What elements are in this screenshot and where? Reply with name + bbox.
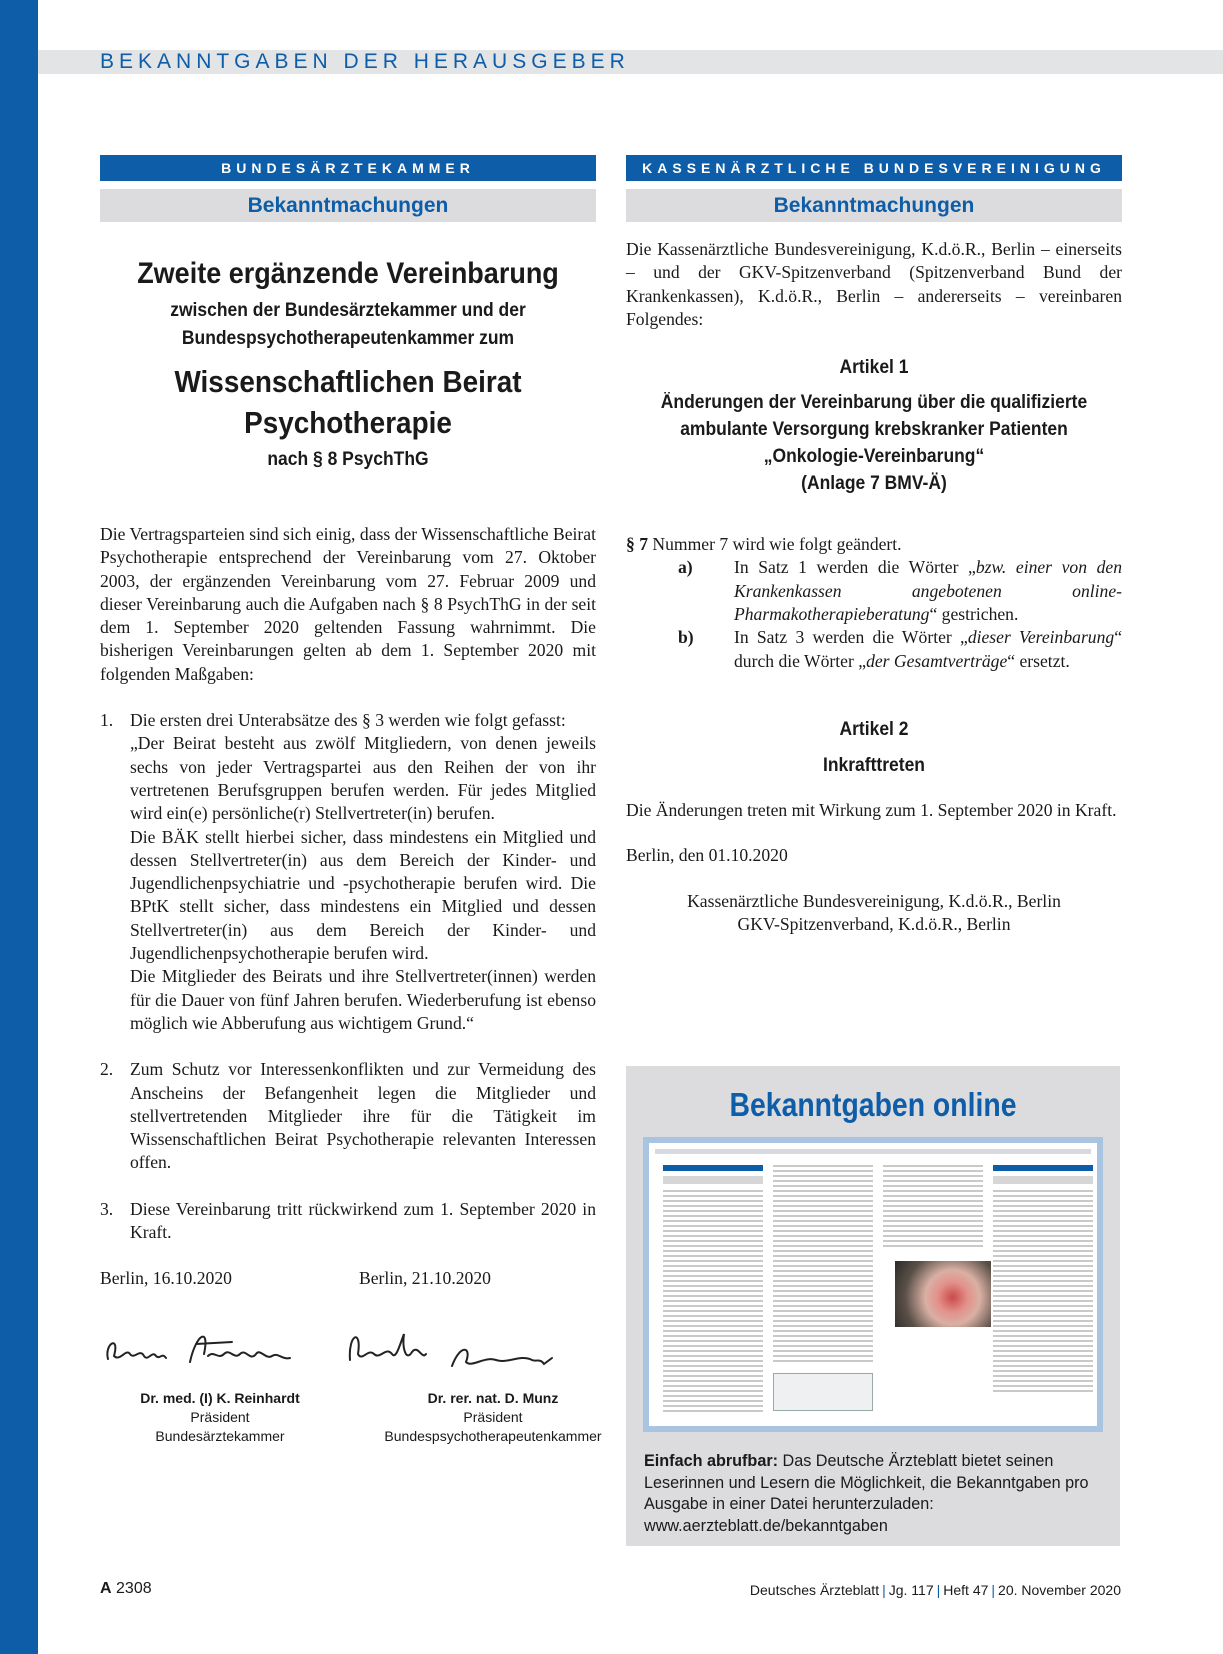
right-signatory-1: Kassenärztliche Bundesvereinigung, K.d.ö.R., Berlin [687,890,1061,911]
right-org-bar: KASSENÄRZTLICHE BUNDESVEREINIGUNG [626,155,1122,181]
sub-item-a-post: “ gestrichen. [929,604,1019,625]
signer-2-role: Präsident [463,1409,523,1426]
preview-column-4 [993,1165,1093,1408]
sub-item-a [626,556,1122,626]
list-item-number: 3. [100,1198,114,1219]
footer-separator: | [882,1582,886,1598]
signer-1-name: Dr. med. (I) K. Reinhardt [140,1390,300,1407]
footer-separator: | [936,1582,941,1598]
signature-reinhardt [107,1337,290,1362]
right-column [626,155,1122,936]
left-accent-bar [0,0,38,1654]
preview-column-2 [773,1165,873,1408]
sub-item-b-italic-1: dieser Vereinbarung [967,627,1115,648]
right-signatories [626,890,1122,937]
article-1-subtitle-line3: „Onkologie-Vereinbarung“ [763,446,985,468]
left-title-sub-line1: zwischen der Bundesärztekammer und der [170,300,526,321]
article-1-subtitle-line4: (Anlage 7 BMV-Ä) [801,473,947,495]
preview-header-band [655,1149,1091,1154]
list-item-line: Zum Schutz vor Interessenkonflikten und zur Vermeidung des Anscheins der Befangenheit legen die Mitglieder und stellvertretenden Mitglieder ihre für die Tätigkeit im Wissenschaftlichen Beirat Psychotherapie relevanten Interessen offen. [130,1059,596,1173]
section-title: BEKANNTGABEN DER HERAUSGEBER [100,50,630,73]
journal-date: 20. November 2020 [998,1582,1121,1598]
online-promo-box [626,1066,1120,1546]
list-item-line: Diese Vereinbarung tritt rückwirkend zum 1. September 2020 in Kraft. [130,1198,596,1243]
left-title-main: Zweite ergänzende Vereinbarung [137,257,559,290]
left-title-big-line1: Wissenschaftlichen Beirat [174,364,522,399]
sub-item-a-italic: bzw. einer von den Krankenkassen angebotenen online-Pharmakotherapieberatung [734,557,1123,625]
sub-item-b-text [734,626,1122,673]
online-title: Bekanntgaben online [729,1086,1017,1123]
list-item-number: 2. [100,1059,114,1080]
list-item-body [130,1198,596,1245]
list-item-number: 1. [100,710,114,731]
sub-item-b-post: “ ersetzt. [1007,650,1070,671]
left-intro-paragraph: Die Vertragsparteien sind sich einig, dass der Wissenschaftliche Beirat Psychotherapie entsprechend der Vereinbarung vom 27. Oktober 2003, der ergänzenden Vereinbarung vom 27. Februar 2009 und dieser Vereinbarung auch die Aufgaben nach § 8 PsychThG in der seit dem 1. September 2020 geltenden Fassung wahrnimmt. Die bisherigen Vereinbarungen gelten ab dem 1. September 2020 mit folgenden Maßgaben: [100,524,596,684]
left-title-nach: nach § 8 PsychThG [267,449,429,470]
right-intro-paragraph: Die Kassenärztliche Bundesvereinigung, K.d.ö.R., Berlin – einerseits – und der GKV-Spitzenverband (Spitzenverband Bund der Krankenkassen), K.d.ö.R., Berlin – andererseits – vereinbaren Folgendes: [626,239,1122,329]
footer-separator: | [991,1582,996,1598]
left-title-big-line2: Psychotherapie [244,405,452,440]
left-org-bar: BUNDESÄRZTEKAMMER [100,155,596,181]
sub-item-a-label: a) [678,557,693,578]
journal-volume: Jg. 117 [888,1582,934,1598]
signer-block [100,1389,602,1446]
right-signatory-2: GKV-Spitzenverband, K.d.ö.R., Berlin [737,913,1011,934]
effective-paragraph: Die Änderungen treten mit Wirkung zum 1. September 2020 in Kraft. [626,799,1117,820]
sub-item-b-pre: In Satz 3 werden die Wörter „ [734,627,968,648]
journal-footer [750,1582,1121,1598]
signature-date-2: Berlin, 21.10.2020 [359,1268,491,1289]
sub-item-a-text [734,556,1122,626]
page-number-value: 2308 [116,1580,152,1597]
article-1-title: Artikel 1 [839,357,909,379]
sub-item-a-pre: In Satz 1 werden die Wörter „ [734,557,976,578]
signer-2-org: Bundespsychotherapeutenkammer [384,1428,602,1445]
list-item [100,709,596,1035]
article-2-subtitle: Inkrafttreten [822,754,925,776]
signature-scribbles [100,1304,596,1389]
right-date: Berlin, den 01.10.2020 [626,845,788,866]
signer-1-role: Präsident [190,1409,250,1426]
paragraph-7 [626,533,1122,556]
sub-item-b-label: b) [678,627,694,648]
left-item-list [100,709,596,1244]
sub-item-b-italic-2: der Gesamtverträge [866,650,1008,671]
journal-name: Deutsches Ärzteblatt [749,1582,880,1598]
page-number [100,1580,152,1598]
online-text: Das Deutsche Ärzteblatt bietet seinen Leserinnen und Lesern die Möglichkeit, die Bekanntgaben pro Ausgabe in einer Datei herunterzuladen: www.aerzteblatt.de/bekanntgaben [644,1452,1089,1535]
list-item-body [130,1058,596,1174]
online-lead: Einfach abrufbar: [644,1452,779,1470]
article-2-title: Artikel 2 [839,718,909,740]
left-column [100,155,602,1446]
signer-2-name: Dr. rer. nat. D. Munz [427,1390,559,1407]
list-item [100,1198,596,1245]
left-sub-bar: Bekanntmachungen [100,189,596,222]
paragraph-7-text: Nummer 7 wird wie folgt geändert. [648,534,902,555]
list-item-line: Die BÄK stellt hierbei sicher, dass mindestens ein Mitglied und dessen Stellvertreter(in) aus dem Bereich der Kinder- und Jugendlichenpsychiatrie und -psychotherapie berufen wird. Die BPtK stellt sicher, dass mindestens ein Mitglied und dessen Stellvertreter(in) aus dem Bereich der Kinder- und Jugendlichenpsychotherapie berufen wird. [130,826,596,964]
sub-item-b-mid: “ durch die Wörter „ [734,627,1122,671]
list-item-line: Die ersten drei Unterabsätze des § 3 werden wie folgt gefasst: [130,710,566,731]
online-description [644,1451,1104,1537]
article-1-subtitle-line1: Änderungen der Vereinbarung über die qualifizierte [660,392,1088,414]
article-1-subtitle [646,389,1102,497]
article-1-subtitle-line2: ambulante Versorgung krebskranker Patienten [680,419,1068,441]
list-item-body [130,709,596,1035]
left-title-big [125,361,571,443]
signature-dates [100,1267,596,1290]
left-title-sub [120,297,576,353]
right-sub-bar: Bekanntmachungen [626,189,1122,222]
preview-info-box [773,1373,873,1411]
signer-1-org: Bundesärztekammer [155,1428,285,1445]
journal-issue: Heft 47 [943,1582,989,1598]
signature-munz [350,1334,552,1366]
sub-item-b [626,626,1122,673]
left-title-sub-line2: Bundespsychotherapeutenkammer zum [181,328,515,349]
preview-column-1 [663,1165,763,1408]
list-item-line: Die Mitglieder des Beirats und ihre Stellvertreter(innen) werden für die Dauer von fünf Jahren berufen. Wiederberufung ist ebenso möglich wie Abberufung aus wichtigem Grund.“ [130,966,596,1033]
signature-date-1: Berlin, 16.10.2020 [100,1268,232,1289]
preview-photo [895,1261,991,1327]
paragraph-7-label: § 7 [626,534,648,555]
signer-1 [100,1389,340,1446]
handwritten-signatures [100,1304,596,1389]
list-item-line: „Der Beirat besteht aus zwölf Mitgliedern, von denen jeweils sechs von jeder Vertragspartei aus den Reihen der von ihr vertretenen Berufsgruppen berufen werden. Für jedes Mitglied wird ein(e) persönliche(r) Stellvertreter(in) berufen. [130,733,596,824]
signer-2 [358,1389,628,1446]
page-prefix: A [100,1580,112,1597]
list-item [100,1058,596,1174]
issue-preview-image [643,1137,1103,1432]
